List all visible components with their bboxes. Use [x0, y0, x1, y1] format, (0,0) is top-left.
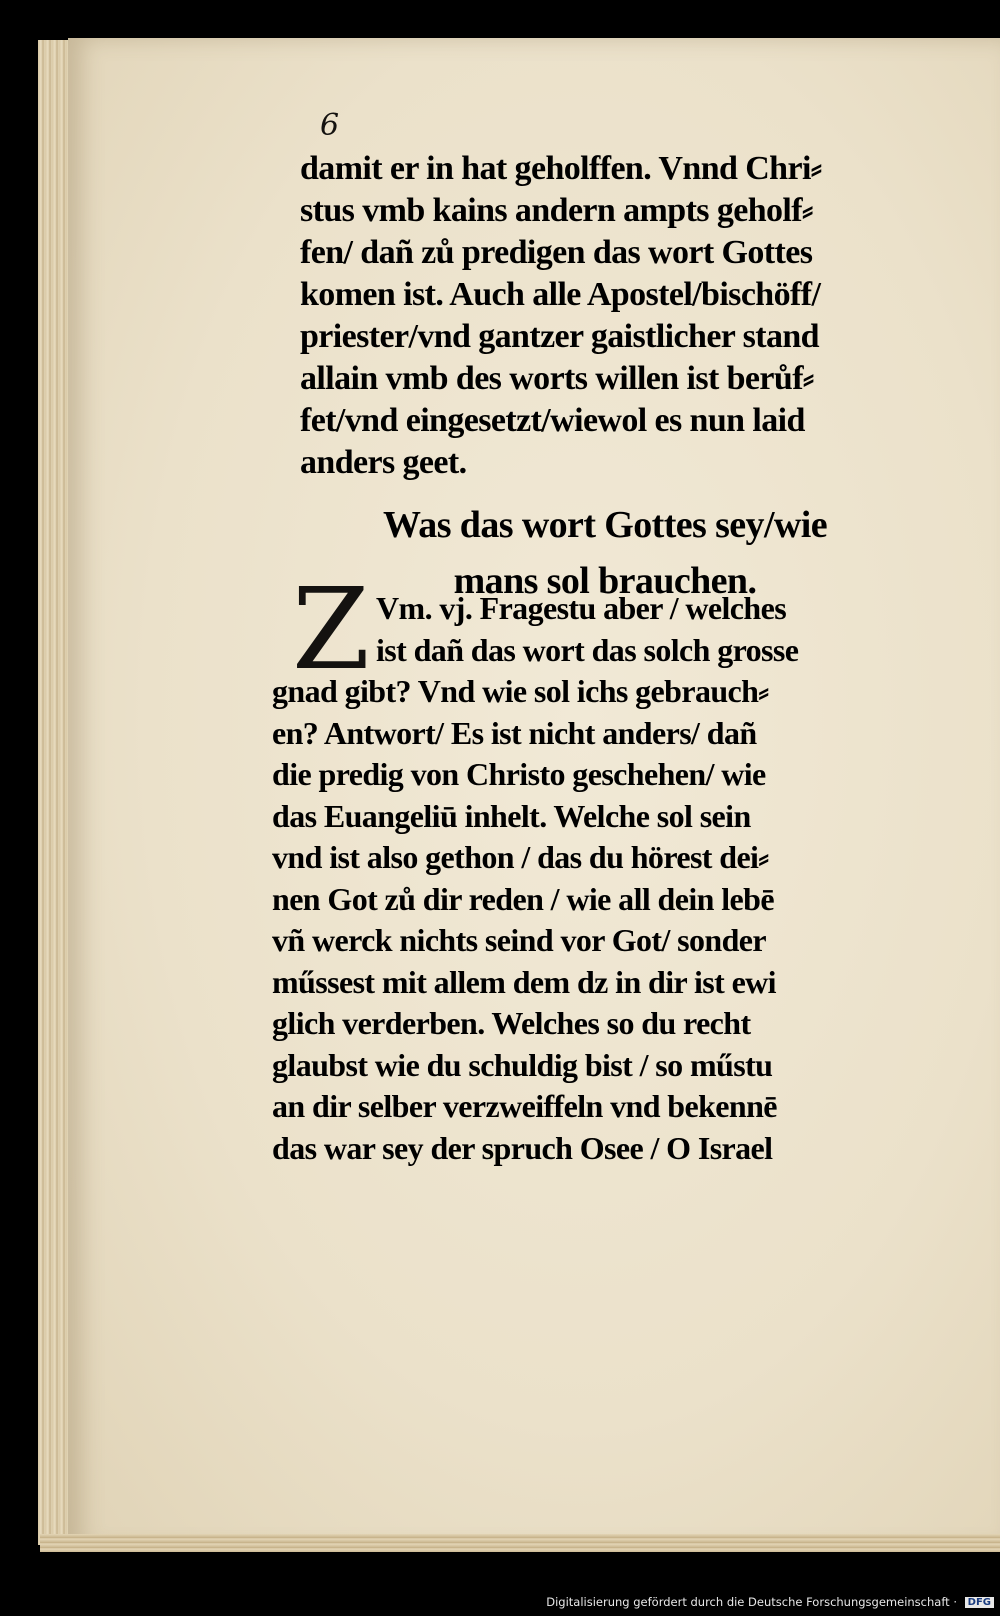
text-line: damit er in hat geholffen. Vnnd Chri⸗	[300, 150, 822, 187]
credit-text: Digitalisierung gefördert durch die Deutsche Forschungsgemeinschaft ·	[546, 1595, 957, 1609]
text-line: vnd ist also gethon / das du hörest dei⸗	[272, 839, 769, 875]
text-line: vñ werck nichts seind vor Got/ sonder	[272, 922, 766, 958]
text-line: das Euangeliū inhelt. Welche sol sein	[272, 797, 751, 834]
heading-line: mans sol brauchen.	[453, 560, 757, 602]
page-edges-bottom	[40, 1534, 1000, 1552]
text-line: an dir selber verzweiffeln vnd bekennē	[272, 1088, 777, 1124]
text-line: glaubst wie du schuldig bist / so műstu	[272, 1046, 773, 1083]
text-line: en? Antwort/ Es ist nicht anders/ dañ	[272, 714, 757, 751]
text-line: anders geet.	[300, 444, 467, 481]
text-line: die predig von Christo geschehen/ wie	[272, 756, 766, 792]
text-line: ist dañ das wort das solch grosse	[376, 631, 799, 668]
text-line: glich verderben. Welches so du recht	[272, 1005, 751, 1041]
text-line: allain vmb des worts willen ist berůf⸗	[300, 360, 814, 397]
text-line: műssest mit allem dem dz in dir ist ewi	[272, 963, 776, 1000]
top-paragraph	[300, 148, 910, 484]
digitization-credit	[0, 1595, 994, 1609]
text-line: Vm. vj. Fragestu aber / welches	[376, 590, 787, 626]
text-line: priester/vnd gantzer gaistlicher stand	[300, 318, 819, 355]
page-edges-left	[38, 40, 72, 1545]
body-paragraph	[272, 588, 912, 1169]
text-line: komen ist. Auch alle Apostel/bischöff/	[300, 276, 821, 313]
text-line: das war sey der spruch Osee / O Israel	[272, 1129, 773, 1166]
page-number: 6	[320, 108, 340, 143]
text-line: nen Got zů dir reden / wie all dein lebē	[272, 880, 774, 917]
text-line: gnad gibt? Vnd wie sol ichs gebrauch⸗	[272, 673, 769, 709]
text-line: stus vmb kains andern ampts geholf⸗	[300, 192, 813, 229]
heading-line: Was das wort Gottes sey/wie	[383, 504, 827, 546]
text-line: fet/vnd eingesetzt/wiewol es nun laid	[300, 402, 805, 439]
drop-cap-initial: Z	[292, 565, 370, 695]
text-line: fen/ dañ zů predigen das wort Gottes	[300, 234, 813, 271]
dfg-logo: DFG	[965, 1597, 994, 1608]
